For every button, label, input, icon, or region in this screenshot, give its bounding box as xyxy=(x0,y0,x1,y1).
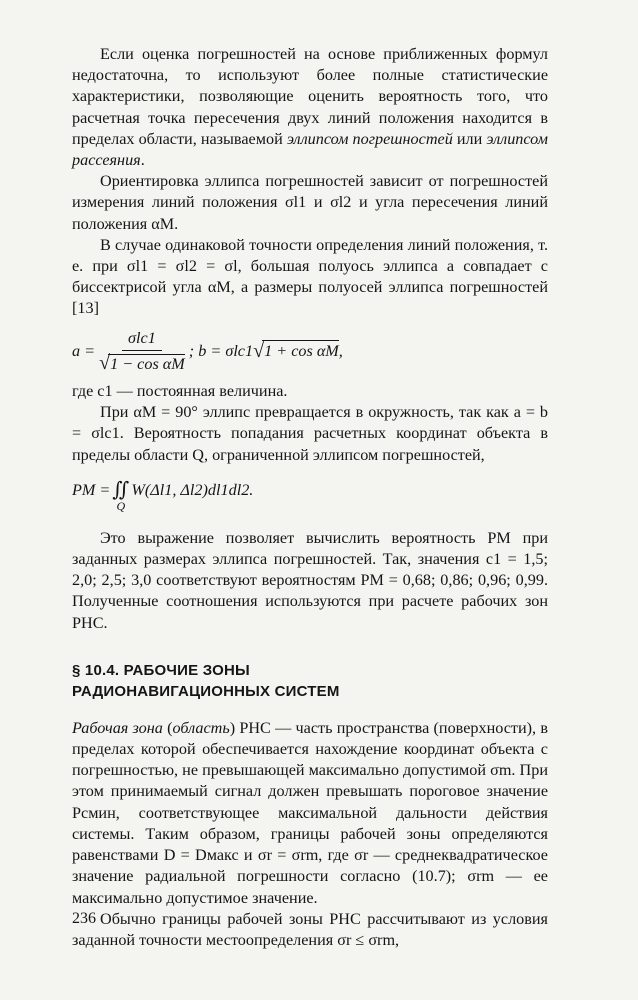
paragraph-8: Обычно границы рабочей зоны РНС рассчитывают из условия заданной точности местоопределения σr ≤ σrm, xyxy=(72,909,548,949)
sqrt-icon: √ xyxy=(253,339,265,362)
paragraph-7 xyxy=(72,718,548,909)
sqrt-icon: √ xyxy=(99,351,111,374)
text-column xyxy=(72,44,548,951)
formula-probability xyxy=(72,480,548,512)
term-work-zone: Рабочая зона xyxy=(72,718,163,737)
paragraph-6: Это выражение позволяет вычислить вероятность PM при заданных размерах эллипса погрешностей. Так, значения c1 = 1,5; 2,0; 2,5; 3,0 соответствуют вероятностям PM = 0,68; 0,86; 0,96; 0,99. Полученные соотношения используются при расчете рабочих зон РНС. xyxy=(72,528,548,632)
page-number: 236 xyxy=(72,910,96,927)
section-heading-line-2: РАДИОНАВИГАЦИОННЫХ СИСТЕМ xyxy=(72,682,340,700)
formula-a-radicand: 1 − cos αM xyxy=(110,354,185,373)
paragraph-7-open: ( xyxy=(162,718,173,737)
paragraph-1-text: Если оценка погрешностей на основе приближенных формул недостаточна, то используют более полные статистические характеристики, позволяющие оценить вероятность того, что расчетная точка пересечения двух линий положения находится в пределах области, называемой xyxy=(72,45,548,148)
formula-a-fraction xyxy=(99,328,185,375)
paragraph-5: При αM = 90° эллипс превращается в окружность, так как a = b = σlc1. Вероятность попадания расчетных координат объекта в пределы области Q, ограниченной эллипсом погрешностей, xyxy=(72,403,548,464)
formula-a-numerator: σlc1 xyxy=(122,328,162,351)
paragraph-1 xyxy=(72,44,548,171)
paragraph-1-or: или xyxy=(452,129,487,148)
formula-p-rhs: W(Δl1, Δl2)dl1dl2. xyxy=(131,480,254,499)
paragraph-4: где c1 — постоянная величина. xyxy=(72,382,288,401)
formula-p-lhs: PM = xyxy=(72,480,111,499)
formula-b-end: , xyxy=(338,341,343,360)
formula-b-radicand: 1 + cos αM xyxy=(262,340,339,362)
term-area: область xyxy=(172,718,230,737)
paragraph-3: В случае одинаковой точности определения линий положения, т. е. при σl1 = σl2 = σl, большая полуось эллипса a совпадает с биссектрисой угла αM, а размеры полуосей эллипса погрешностей [13] xyxy=(72,235,548,318)
paragraph-1-end: . xyxy=(140,151,145,170)
formula-a-denominator xyxy=(99,351,185,375)
formula-semiaxes xyxy=(72,328,548,375)
double-integral-icon: ∬ xyxy=(112,478,130,501)
paragraph-2: Ориентировка эллипса погрешностей зависит от погрешностей измерения линий положения σl1 и σl2 и угла пересечения линий положения αM. xyxy=(72,172,548,233)
formula-b: ; b = σlc1 xyxy=(188,341,254,360)
section-heading-line-1: § 10.4. РАБОЧИЕ ЗОНЫ xyxy=(72,661,250,679)
integral-domain: Q xyxy=(116,498,126,513)
term-error-ellipse: эллипсом погрешностей xyxy=(286,129,453,148)
double-integral xyxy=(112,480,129,512)
term-dispersion-ellipse: эллипсом рассеяния xyxy=(72,129,548,170)
formula-a-lhs: a = xyxy=(72,341,96,360)
section-heading xyxy=(72,660,548,702)
paragraph-7-text: ) РНС — часть пространства (поверхности), в пределах которой обеспечивается нахождение координат объекта с погрешностью, не превышающей максимально допустимой σm. При этом принимаемый сигнал должен превышать пороговое значение Pсмин, соответствующее максимальной дальности действия системы. Таким образом, границы рабочей зоны определяются равенствами D = Dмакс и σr = σrm, где σr — среднеквадратическое значение радиальной погрешности согласно (10.7); σrm — ее максимально допустимое значение. xyxy=(72,718,548,907)
